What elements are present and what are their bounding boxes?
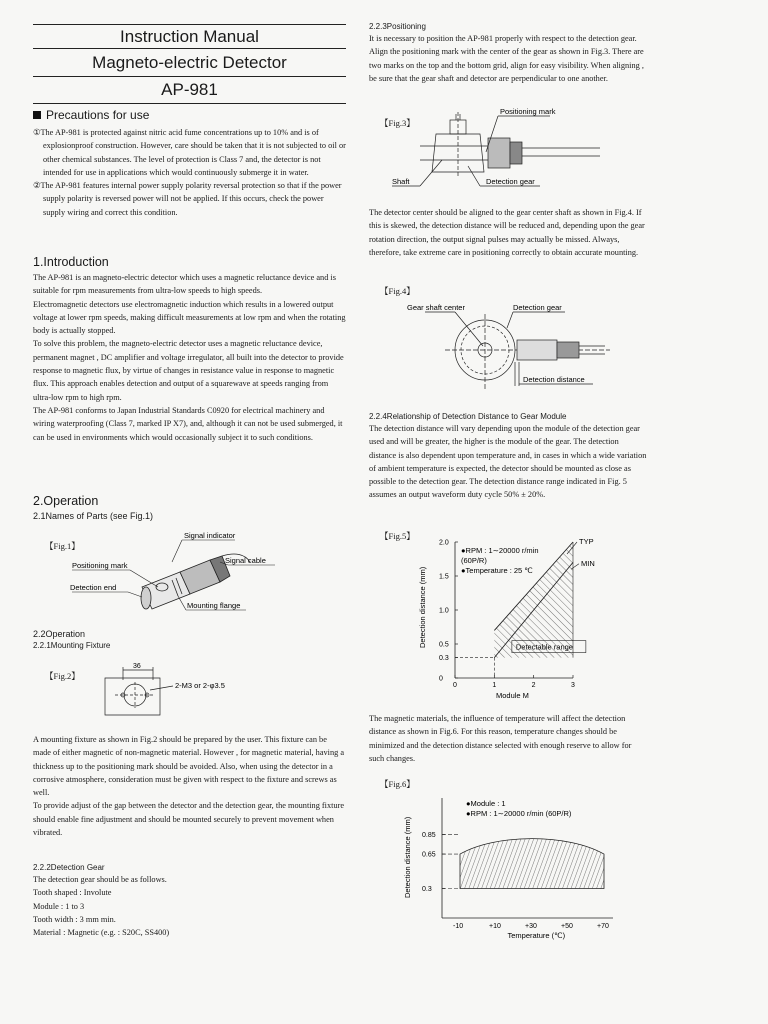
gear-line-2: Tooth shaped : Involute xyxy=(33,888,112,898)
title-line-3: AP-981 xyxy=(161,80,218,99)
fig5-y-tick-label: 1.0 xyxy=(439,607,449,615)
relationship-heading: 2.2.4Relationship of Detection Distance to Gear Module xyxy=(369,412,567,421)
fig4-detection-gear: Detection gear xyxy=(513,303,562,312)
fig5-legend-item: ●Temperature : 25 ℃ xyxy=(461,566,533,575)
gear-line-3: Module : 1 to 3 xyxy=(33,901,85,911)
introduction-section xyxy=(33,255,346,444)
title-line-1: Instruction Manual xyxy=(120,27,259,46)
fig6-chart xyxy=(398,790,628,940)
fig6-label: 【Fig.6】 xyxy=(380,779,415,789)
fig6-marks xyxy=(460,839,604,889)
fig2-label: 【Fig.2】 xyxy=(45,671,80,681)
relationship-section xyxy=(369,412,647,502)
mounting-paragraph-2: To provide adjust of the gap between the detector and the detection gear, the mounting fixture should enable fine adjustment and should be mounted securely to prevent movement when vibrated. xyxy=(33,801,345,838)
title-line-2: Magneto-electric Detector xyxy=(92,53,287,72)
intro-paragraph-1: The AP-981 is an magneto-electric detector which uses a magnetic reluctance device and is suitable for rpm measurements from ultra-low speeds to high speeds. xyxy=(33,273,336,296)
operation-heading: 2.Operation xyxy=(33,494,99,508)
fig5-detectable-region xyxy=(494,542,573,658)
fig5-legend-item: (60P/R) xyxy=(461,556,487,565)
fig6-x-tick-label: +30 xyxy=(525,923,537,930)
fig6-legend-item: ●RPM : 1∼20000 r/min (60P/R) xyxy=(466,809,572,818)
gear-line-5: Material : Magnetic (e.g. : S20C, SS400) xyxy=(33,928,170,938)
fig5-x-tick-label: 1 xyxy=(492,682,497,689)
fig6-y-tick-label: 0.85 xyxy=(422,831,436,839)
fig1-mounting-flange: Mounting flange xyxy=(187,601,241,610)
fig4-gear-shaft-center: Gear shaft center xyxy=(407,303,465,312)
mounting-paragraph-1: A mounting fixture as shown in Fig.2 should be prepared by the user. This fixture can be made of either magnetic of non-magnetic material. However , for magnetic material, having a thickness up to the positioning mark should be avoided. Also, when using the detector in a corrosive atmosphere, consideration must be given with respect to the fixture and screws as well. xyxy=(33,735,345,798)
detection-gear-section xyxy=(33,863,346,939)
fig5-label: 【Fig.5】 xyxy=(380,531,415,541)
fig5-x-tick-label: 0 xyxy=(453,682,457,689)
fig1-detector-drawing xyxy=(60,532,290,618)
fig1-label: 【Fig.1】 xyxy=(45,541,80,551)
precaution-item-2: ②The AP-981 features internal power supply polarity reversal protection so that if the power supply polarity is reversed power will not be applied. If this occurs, check the power supply wiring and correct this condition. xyxy=(33,181,342,217)
fig2-mounting-fixture xyxy=(95,660,275,722)
fig5-marks xyxy=(494,542,573,658)
positioning-paragraph: It is necessary to position the AP-981 properly with respect to the detection gear. Align the positioning mark with the center of the gear as shown in Fig.3. There are two marks on the top and the bottom grid, align for easy visibility. When aligning , be sure that the gear shaft and detector are perpendicular to one another. xyxy=(369,34,644,83)
fig5-legend-item: ●RPM : 1∼20000 r/min xyxy=(461,546,539,555)
fig5-annotation-typ: TYP xyxy=(579,537,594,546)
fig5-x-label: Module M xyxy=(496,691,529,700)
title-block xyxy=(33,24,346,104)
detection-gear-heading: 2.2.2Detection Gear xyxy=(33,863,105,872)
positioning-text-2 xyxy=(369,206,647,259)
fig3-detection-gear: Detection gear xyxy=(486,177,535,186)
fig1-positioning-mark: Positioning mark xyxy=(72,561,128,570)
fig5-annotation-min: MIN xyxy=(581,558,595,568)
fig4-label: 【Fig.4】 xyxy=(380,286,415,296)
operation-sub-section xyxy=(33,629,346,650)
fig1-signal-cable: Signal cable xyxy=(225,556,266,565)
mounting-fixture-heading: 2.2.1Mounting Fixture xyxy=(33,641,111,650)
fig4-alignment-drawing xyxy=(395,300,635,398)
fig5-y-tick-label: 0.3 xyxy=(439,655,449,663)
fig2-dimension: 36 xyxy=(133,663,141,670)
fig6-x-tick-label: -10 xyxy=(453,923,464,930)
gear-line-4: Tooth width : 3 mm min. xyxy=(33,914,116,924)
fig1-signal-indicator: Signal indicator xyxy=(184,532,236,540)
precautions-heading: Precautions for use xyxy=(33,108,346,122)
names-of-parts-heading: 2.1Names of Parts (see Fig.1) xyxy=(33,511,154,521)
positioning-heading: 2.2.3Positioning xyxy=(369,22,426,31)
mounting-fixture-text xyxy=(33,733,346,839)
intro-paragraph-2: Electromagnetic detectors use electromagnetic induction which results in a lowered output voltage at lower rpm speeds, making difficult measurements at low rpm and when the rotating body is actually stopped. xyxy=(33,299,346,336)
fig6-x-tick-label: +10 xyxy=(489,923,501,930)
gear-line-1: The detection gear should be as follows. xyxy=(33,875,167,884)
relationship-text-2 xyxy=(369,712,647,765)
fig6-y-tick-label: 0.65 xyxy=(422,851,436,859)
fig3-shaft: Shaft xyxy=(392,177,410,186)
precautions-section xyxy=(33,108,346,219)
fig5-y-tick-label: 1.5 xyxy=(439,573,449,581)
positioning-section xyxy=(369,22,647,85)
operation-section xyxy=(33,494,346,521)
intro-paragraph-3: To solve this problem, the magneto-electric detector uses a magnetic reluctance device, permanent magnet , DC amplifier and voltage irregulator, all built into the detector to provide response to magnetic flux, by virtue of changes in resistance value in response to magnetic flux. This approach enables detection and output of a squarewave at speeds ranging from ultra-low rpm to high rpm. xyxy=(33,339,344,402)
fig5-y-tick-label: 2.0 xyxy=(439,539,449,547)
fig5-y-tick-label: 0.5 xyxy=(439,641,449,649)
fig3-label: 【Fig.3】 xyxy=(380,118,415,128)
fig5-y-label: Detection distance (mm) xyxy=(418,566,427,648)
relationship-paragraph-2: The magnetic materials, the influence of temperature will affect the detection distance as shown in Fig.6. For this reason, temperature changes should be minimized and the detection distance selected with enough reserve to allow for such changes. xyxy=(369,714,632,763)
fig5-x-tick-label: 3 xyxy=(571,682,575,689)
fig4-detection-distance: Detection distance xyxy=(523,375,585,384)
fig5-chart xyxy=(405,530,625,705)
fig5-x-tick-label: 2 xyxy=(531,682,536,689)
introduction-heading: 1.Introduction xyxy=(33,255,109,269)
fig3-positioning-mark: Positioning mark xyxy=(500,107,556,116)
fig6-x-label: Temperature (℃) xyxy=(507,931,566,940)
fig2-holes: 2-M3 or 2-φ3.5 xyxy=(175,681,225,690)
fig5-y-tick-label: 0 xyxy=(439,675,443,683)
precaution-item-1: ①The AP-981 is protected against nitric acid fume concentrations up to 10% and is of explosionproof construction. However, care should be taken that it is not subjected to oil or other chemical substances. The level of protection is Class 7 and, the detector is not intended for use in applications which would continuously submerge it in water. xyxy=(33,128,346,177)
fig6-y-label: Detection distance (mm) xyxy=(403,816,412,898)
operation-sub-heading: 2.2Operation xyxy=(33,629,86,639)
fig1-detection-end: Detection end xyxy=(70,583,117,592)
fig6-x-tick-label: +50 xyxy=(561,923,573,930)
fig6-y-tick-label: 0.3 xyxy=(422,886,432,893)
positioning-paragraph-2: The detector center should be aligned to the gear center shaft as shown in Fig.4. If this is skewed, the detection distance will be reduced and, depending upon the gear rotation direction, the output signal pulses may actually be missed. Always, therefore, take extreme care in positioning correctly to obtain accurate mounting. xyxy=(369,208,645,257)
relationship-paragraph: The detection distance will vary depending upon the module of the detection gear used and will be greater, the higher is the module of the gear. The detection distance is also dependent upon temperature and, in cases in which a wide variation of ambient temperature is expected, the detector should be mounted as close as possible to the detection gear. The detection distance range indicated in Fig. 5 assumes an output waveform duty cycle 50% ± 20%. xyxy=(369,424,647,500)
fig6-x-tick-label: +70 xyxy=(597,923,609,930)
intro-paragraph-4: The AP-981 conforms to Japan Industrial Standards C0920 for electrical machinery and wiring waterproofing (Class 7, marked IP X7), and, although it can not be used submerged, it can be used in environments which would occasionally subject it to such conditions. xyxy=(33,405,343,442)
fig6-area xyxy=(460,839,604,889)
fig3-positioning-drawing xyxy=(380,106,630,194)
fig6-legend-item: ●Module : 1 xyxy=(466,799,506,808)
